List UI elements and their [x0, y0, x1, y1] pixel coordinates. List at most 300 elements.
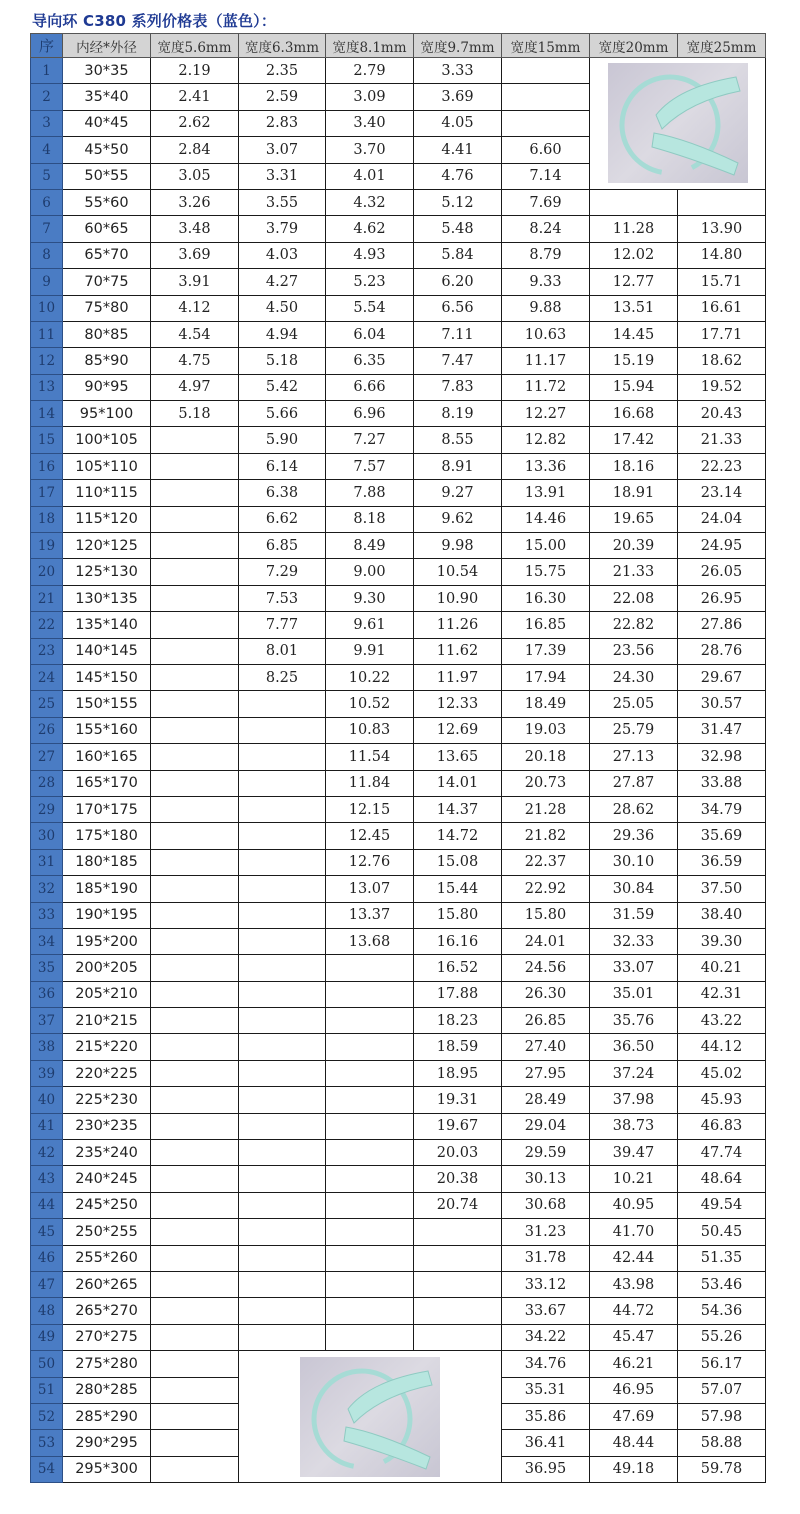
- cell-width-9-7: 15.80: [414, 902, 502, 928]
- cell-width-6-3: [239, 1034, 326, 1060]
- table-row: [31, 480, 766, 506]
- cell-width-20: 30.84: [590, 876, 678, 902]
- row-seq: 13: [31, 374, 63, 400]
- cell-width-5-6: [151, 902, 239, 928]
- page-title: 导向环 C380 系列价格表（蓝色）：: [32, 12, 277, 30]
- cell-width-5-6: [151, 585, 239, 611]
- row-size: 220*225: [63, 1060, 151, 1086]
- cell-width-5-6: [151, 664, 239, 690]
- cell-width-25: 24.95: [678, 533, 766, 559]
- cell-width-6-3: 7.53: [239, 585, 326, 611]
- table-row: [31, 295, 766, 321]
- cell-width-8-1: 3.70: [326, 137, 414, 163]
- row-seq: 33: [31, 902, 63, 928]
- table-row: [31, 427, 766, 453]
- cell-width-8-1: 6.96: [326, 401, 414, 427]
- cell-width-5-6: 2.41: [151, 84, 239, 110]
- row-size: 95*100: [63, 401, 151, 427]
- row-seq: 49: [31, 1324, 63, 1350]
- row-seq: 53: [31, 1430, 63, 1456]
- row-seq: 7: [31, 216, 63, 242]
- cell-width-15: 30.68: [502, 1192, 590, 1218]
- row-size: 250*255: [63, 1219, 151, 1245]
- cell-width-8-1: 13.37: [326, 902, 414, 928]
- cell-width-20: 32.33: [590, 928, 678, 954]
- cell-width-8-1: 9.91: [326, 638, 414, 664]
- cell-width-9-7: 4.05: [414, 110, 502, 136]
- cell-width-8-1: 5.54: [326, 295, 414, 321]
- row-seq: 42: [31, 1140, 63, 1166]
- cell-width-25: 22.23: [678, 453, 766, 479]
- cell-width-20: 29.36: [590, 823, 678, 849]
- cell-width-20: 30.10: [590, 849, 678, 875]
- cell-width-20: 49.18: [590, 1456, 678, 1482]
- cell-width-5-6: [151, 1245, 239, 1271]
- cell-width-8-1: 12.76: [326, 849, 414, 875]
- cell-width-20: 37.24: [590, 1060, 678, 1086]
- row-seq: 27: [31, 744, 63, 770]
- row-size: 35*40: [63, 84, 151, 110]
- cell-width-20: 10.21: [590, 1166, 678, 1192]
- cell-width-25: 26.05: [678, 559, 766, 585]
- cell-width-6-3: [239, 1271, 326, 1297]
- table-row: [31, 559, 766, 585]
- cell-width-15: 27.95: [502, 1060, 590, 1086]
- row-size: 280*285: [63, 1377, 151, 1403]
- cell-width-15: 34.22: [502, 1324, 590, 1350]
- row-seq: 28: [31, 770, 63, 796]
- table-row: [31, 348, 766, 374]
- cell-width-25: 56.17: [678, 1351, 766, 1377]
- cell-width-9-7: 6.56: [414, 295, 502, 321]
- table-row: [31, 1140, 766, 1166]
- row-seq: 30: [31, 823, 63, 849]
- cell-width-8-1: [326, 1087, 414, 1113]
- cell-width-8-1: 9.61: [326, 612, 414, 638]
- cell-width-6-3: [239, 876, 326, 902]
- row-seq: 26: [31, 717, 63, 743]
- table-row: [31, 717, 766, 743]
- cell-width-6-3: [239, 1298, 326, 1324]
- table-row: [31, 1219, 766, 1245]
- cell-width-25: 34.79: [678, 796, 766, 822]
- cell-width-6-3: 4.94: [239, 321, 326, 347]
- cell-width-25: 57.07: [678, 1377, 766, 1403]
- cell-width-6-3: [239, 902, 326, 928]
- cell-width-25: 27.86: [678, 612, 766, 638]
- cell-width-25: 36.59: [678, 849, 766, 875]
- cell-width-15: 20.18: [502, 744, 590, 770]
- row-size: 275*280: [63, 1351, 151, 1377]
- cell-width-6-3: [239, 1060, 326, 1086]
- cell-width-6-3: 6.14: [239, 453, 326, 479]
- cell-width-20: 31.59: [590, 902, 678, 928]
- row-seq: 3: [31, 110, 63, 136]
- cell-width-25: 46.83: [678, 1113, 766, 1139]
- cell-width-15: 9.88: [502, 295, 590, 321]
- cell-width-20: 11.28: [590, 216, 678, 242]
- cell-width-5-6: [151, 638, 239, 664]
- cell-width-25: 28.76: [678, 638, 766, 664]
- row-seq: 54: [31, 1456, 63, 1482]
- cell-width-5-6: [151, 1008, 239, 1034]
- cell-width-20: 27.13: [590, 744, 678, 770]
- cell-width-9-7: [414, 1219, 502, 1245]
- cell-width-25: 31.47: [678, 717, 766, 743]
- cell-width-8-1: 3.40: [326, 110, 414, 136]
- row-size: 165*170: [63, 770, 151, 796]
- table-row: [31, 453, 766, 479]
- table-row: [31, 1008, 766, 1034]
- row-size: 240*245: [63, 1166, 151, 1192]
- cell-width-15: 21.82: [502, 823, 590, 849]
- cell-width-5-6: [151, 1324, 239, 1350]
- cell-width-5-6: [151, 1403, 239, 1429]
- cell-width-5-6: 2.62: [151, 110, 239, 136]
- cell-width-6-3: 3.55: [239, 189, 326, 215]
- cell-width-8-1: 7.57: [326, 453, 414, 479]
- cell-width-20: 38.73: [590, 1113, 678, 1139]
- cell-width-8-1: [326, 981, 414, 1007]
- cell-width-15: 12.82: [502, 427, 590, 453]
- cell-width-20: 28.62: [590, 796, 678, 822]
- cell-width-25: 51.35: [678, 1245, 766, 1271]
- row-seq: 48: [31, 1298, 63, 1324]
- cell-width-6-3: 5.18: [239, 348, 326, 374]
- cell-width-20: 39.47: [590, 1140, 678, 1166]
- cell-width-15: 19.03: [502, 717, 590, 743]
- cell-width-20: 16.68: [590, 401, 678, 427]
- cell-width-9-7: 5.84: [414, 242, 502, 268]
- cell-width-9-7: 19.67: [414, 1113, 502, 1139]
- cell-width-25: 24.04: [678, 506, 766, 532]
- cell-width-15: 24.56: [502, 955, 590, 981]
- cell-width-15: 17.39: [502, 638, 590, 664]
- table-row: [31, 744, 766, 770]
- cell-width-5-6: [151, 717, 239, 743]
- cell-width-20: 42.44: [590, 1245, 678, 1271]
- cell-width-20: 24.30: [590, 664, 678, 690]
- cell-width-15: 31.23: [502, 1219, 590, 1245]
- cell-width-20: 12.02: [590, 242, 678, 268]
- cell-width-15: 26.85: [502, 1008, 590, 1034]
- table-row: [31, 269, 766, 295]
- cell-width-20: [590, 189, 678, 215]
- cell-width-20: 35.01: [590, 981, 678, 1007]
- cell-width-15: 17.94: [502, 664, 590, 690]
- cell-width-9-7: 20.03: [414, 1140, 502, 1166]
- table-row: [31, 876, 766, 902]
- cell-width-8-1: 11.54: [326, 744, 414, 770]
- cell-width-5-6: 4.12: [151, 295, 239, 321]
- row-seq: 36: [31, 981, 63, 1007]
- row-size: 60*65: [63, 216, 151, 242]
- cell-width-9-7: 16.52: [414, 955, 502, 981]
- cell-width-25: 18.62: [678, 348, 766, 374]
- cell-width-20: 27.87: [590, 770, 678, 796]
- cell-width-6-3: 2.83: [239, 110, 326, 136]
- guide-ring-icon: [300, 1357, 440, 1477]
- cell-width-25: 50.45: [678, 1219, 766, 1245]
- table-row: [31, 242, 766, 268]
- cell-width-5-6: [151, 691, 239, 717]
- cell-width-15: 11.17: [502, 348, 590, 374]
- row-seq: 39: [31, 1060, 63, 1086]
- cell-width-6-3: 8.01: [239, 638, 326, 664]
- cell-width-8-1: 7.27: [326, 427, 414, 453]
- cell-width-9-7: [414, 1324, 502, 1350]
- cell-width-15: [502, 58, 590, 84]
- cell-width-25: 29.67: [678, 664, 766, 690]
- cell-width-9-7: 8.19: [414, 401, 502, 427]
- row-size: 290*295: [63, 1430, 151, 1456]
- cell-width-6-3: 6.38: [239, 480, 326, 506]
- guide-ring-photo-bottom: [239, 1351, 502, 1483]
- cell-width-9-7: 7.83: [414, 374, 502, 400]
- row-seq: 46: [31, 1245, 63, 1271]
- cell-width-8-1: 4.62: [326, 216, 414, 242]
- cell-width-15: 26.30: [502, 981, 590, 1007]
- row-size: 105*110: [63, 453, 151, 479]
- cell-width-15: 16.30: [502, 585, 590, 611]
- table-row: [31, 1166, 766, 1192]
- row-seq: 1: [31, 58, 63, 84]
- cell-width-20: 35.76: [590, 1008, 678, 1034]
- cell-width-6-3: [239, 1113, 326, 1139]
- row-size: 215*220: [63, 1034, 151, 1060]
- header-width-15: 宽度15mm: [502, 34, 590, 58]
- row-size: 110*115: [63, 480, 151, 506]
- cell-width-6-3: 4.27: [239, 269, 326, 295]
- row-size: 225*230: [63, 1087, 151, 1113]
- cell-width-15: 22.92: [502, 876, 590, 902]
- table-row: [31, 849, 766, 875]
- cell-width-15: [502, 110, 590, 136]
- cell-width-25: 23.14: [678, 480, 766, 506]
- cell-width-9-7: 9.98: [414, 533, 502, 559]
- row-size: 50*55: [63, 163, 151, 189]
- row-size: 180*185: [63, 849, 151, 875]
- product-image: [608, 63, 748, 183]
- product-image: [300, 1357, 440, 1477]
- row-size: 70*75: [63, 269, 151, 295]
- cell-width-20: 47.69: [590, 1403, 678, 1429]
- table-row: [31, 58, 766, 84]
- row-seq: 52: [31, 1403, 63, 1429]
- cell-width-6-3: [239, 1192, 326, 1218]
- cell-width-25: 53.46: [678, 1271, 766, 1297]
- cell-width-15: 21.28: [502, 796, 590, 822]
- cell-width-8-1: [326, 1140, 414, 1166]
- cell-width-9-7: 10.54: [414, 559, 502, 585]
- row-size: 205*210: [63, 981, 151, 1007]
- cell-width-9-7: 5.12: [414, 189, 502, 215]
- cell-width-6-3: [239, 928, 326, 954]
- row-size: 130*135: [63, 585, 151, 611]
- cell-width-5-6: 3.91: [151, 269, 239, 295]
- cell-width-25: 59.78: [678, 1456, 766, 1482]
- row-size: 80*85: [63, 321, 151, 347]
- table-row: [31, 1192, 766, 1218]
- row-size: 65*70: [63, 242, 151, 268]
- cell-width-15: 29.59: [502, 1140, 590, 1166]
- cell-width-6-3: 8.25: [239, 664, 326, 690]
- cell-width-9-7: 7.11: [414, 321, 502, 347]
- cell-width-8-1: [326, 1192, 414, 1218]
- cell-width-15: 27.40: [502, 1034, 590, 1060]
- cell-width-15: 7.69: [502, 189, 590, 215]
- cell-width-6-3: 3.31: [239, 163, 326, 189]
- row-seq: 8: [31, 242, 63, 268]
- cell-width-9-7: 18.95: [414, 1060, 502, 1086]
- cell-width-6-3: [239, 770, 326, 796]
- cell-width-5-6: [151, 1430, 239, 1456]
- cell-width-8-1: [326, 1060, 414, 1086]
- cell-width-15: 15.00: [502, 533, 590, 559]
- cell-width-8-1: 13.68: [326, 928, 414, 954]
- cell-width-8-1: 4.93: [326, 242, 414, 268]
- table-row: [31, 1298, 766, 1324]
- cell-width-5-6: [151, 533, 239, 559]
- row-seq: 47: [31, 1271, 63, 1297]
- table-row: [31, 506, 766, 532]
- row-seq: 14: [31, 401, 63, 427]
- cell-width-20: 43.98: [590, 1271, 678, 1297]
- cell-width-8-1: 3.09: [326, 84, 414, 110]
- table-row: [31, 401, 766, 427]
- table-row: [31, 216, 766, 242]
- cell-width-5-6: 3.48: [151, 216, 239, 242]
- cell-width-9-7: 14.01: [414, 770, 502, 796]
- cell-width-8-1: 11.84: [326, 770, 414, 796]
- cell-width-25: 47.74: [678, 1140, 766, 1166]
- cell-width-5-6: [151, 1377, 239, 1403]
- cell-width-9-7: 11.62: [414, 638, 502, 664]
- row-size: 260*265: [63, 1271, 151, 1297]
- cell-width-25: 49.54: [678, 1192, 766, 1218]
- cell-width-25: 26.95: [678, 585, 766, 611]
- cell-width-5-6: 4.54: [151, 321, 239, 347]
- cell-width-15: 36.95: [502, 1456, 590, 1482]
- cell-width-6-3: [239, 1245, 326, 1271]
- row-size: 185*190: [63, 876, 151, 902]
- row-seq: 20: [31, 559, 63, 585]
- row-seq: 11: [31, 321, 63, 347]
- cell-width-6-3: [239, 744, 326, 770]
- cell-width-5-6: [151, 1271, 239, 1297]
- row-size: 125*130: [63, 559, 151, 585]
- table-body: [31, 58, 766, 1483]
- cell-width-6-3: 3.07: [239, 137, 326, 163]
- cell-width-9-7: 16.16: [414, 928, 502, 954]
- row-seq: 16: [31, 453, 63, 479]
- row-seq: 23: [31, 638, 63, 664]
- cell-width-9-7: 9.62: [414, 506, 502, 532]
- header-width-6-3: 宽度6.3mm: [239, 34, 326, 58]
- cell-width-8-1: [326, 955, 414, 981]
- cell-width-20: 22.08: [590, 585, 678, 611]
- cell-width-9-7: 12.33: [414, 691, 502, 717]
- cell-width-6-3: 6.62: [239, 506, 326, 532]
- cell-width-15: 12.27: [502, 401, 590, 427]
- cell-width-5-6: [151, 1456, 239, 1482]
- cell-width-9-7: 12.69: [414, 717, 502, 743]
- table-row: [31, 1034, 766, 1060]
- cell-width-15: 8.24: [502, 216, 590, 242]
- cell-width-20: 44.72: [590, 1298, 678, 1324]
- cell-width-6-3: [239, 849, 326, 875]
- cell-width-9-7: 4.41: [414, 137, 502, 163]
- header-width-20: 宽度20mm: [590, 34, 678, 58]
- row-seq: 17: [31, 480, 63, 506]
- row-size: 55*60: [63, 189, 151, 215]
- cell-width-25: 17.71: [678, 321, 766, 347]
- cell-width-25: 14.80: [678, 242, 766, 268]
- cell-width-5-6: [151, 1113, 239, 1139]
- table-row: [31, 533, 766, 559]
- table-row: [31, 796, 766, 822]
- cell-width-8-1: 8.18: [326, 506, 414, 532]
- row-size: 45*50: [63, 137, 151, 163]
- cell-width-8-1: 9.30: [326, 585, 414, 611]
- table-row: [31, 902, 766, 928]
- table-row: [31, 189, 766, 215]
- cell-width-25: 13.90: [678, 216, 766, 242]
- cell-width-20: 36.50: [590, 1034, 678, 1060]
- cell-width-5-6: [151, 1140, 239, 1166]
- cell-width-5-6: [151, 849, 239, 875]
- cell-width-15: 33.67: [502, 1298, 590, 1324]
- cell-width-20: 15.19: [590, 348, 678, 374]
- cell-width-15: [502, 84, 590, 110]
- cell-width-15: 9.33: [502, 269, 590, 295]
- cell-width-5-6: 2.84: [151, 137, 239, 163]
- cell-width-8-1: 6.35: [326, 348, 414, 374]
- cell-width-15: 15.80: [502, 902, 590, 928]
- cell-width-8-1: [326, 1324, 414, 1350]
- cell-width-20: 33.07: [590, 955, 678, 981]
- cell-width-15: 24.01: [502, 928, 590, 954]
- cell-width-6-3: [239, 1140, 326, 1166]
- cell-width-20: 45.47: [590, 1324, 678, 1350]
- header-width-5-6: 宽度5.6mm: [151, 34, 239, 58]
- cell-width-6-3: [239, 717, 326, 743]
- table-row: [31, 1060, 766, 1086]
- table-row: [31, 823, 766, 849]
- cell-width-6-3: 2.59: [239, 84, 326, 110]
- row-size: 30*35: [63, 58, 151, 84]
- cell-width-15: 13.36: [502, 453, 590, 479]
- cell-width-25: 57.98: [678, 1403, 766, 1429]
- cell-width-15: 15.75: [502, 559, 590, 585]
- cell-width-25: 15.71: [678, 269, 766, 295]
- cell-width-6-3: [239, 955, 326, 981]
- cell-width-5-6: [151, 928, 239, 954]
- cell-width-5-6: 5.18: [151, 401, 239, 427]
- table-row: [31, 1271, 766, 1297]
- cell-width-6-3: [239, 981, 326, 1007]
- guide-ring-photo-top: [590, 58, 766, 190]
- row-seq: 5: [31, 163, 63, 189]
- cell-width-25: 42.31: [678, 981, 766, 1007]
- row-seq: 6: [31, 189, 63, 215]
- table-row: [31, 1087, 766, 1113]
- cell-width-5-6: [151, 744, 239, 770]
- row-seq: 21: [31, 585, 63, 611]
- row-size: 265*270: [63, 1298, 151, 1324]
- cell-width-15: 36.41: [502, 1430, 590, 1456]
- cell-width-5-6: [151, 1192, 239, 1218]
